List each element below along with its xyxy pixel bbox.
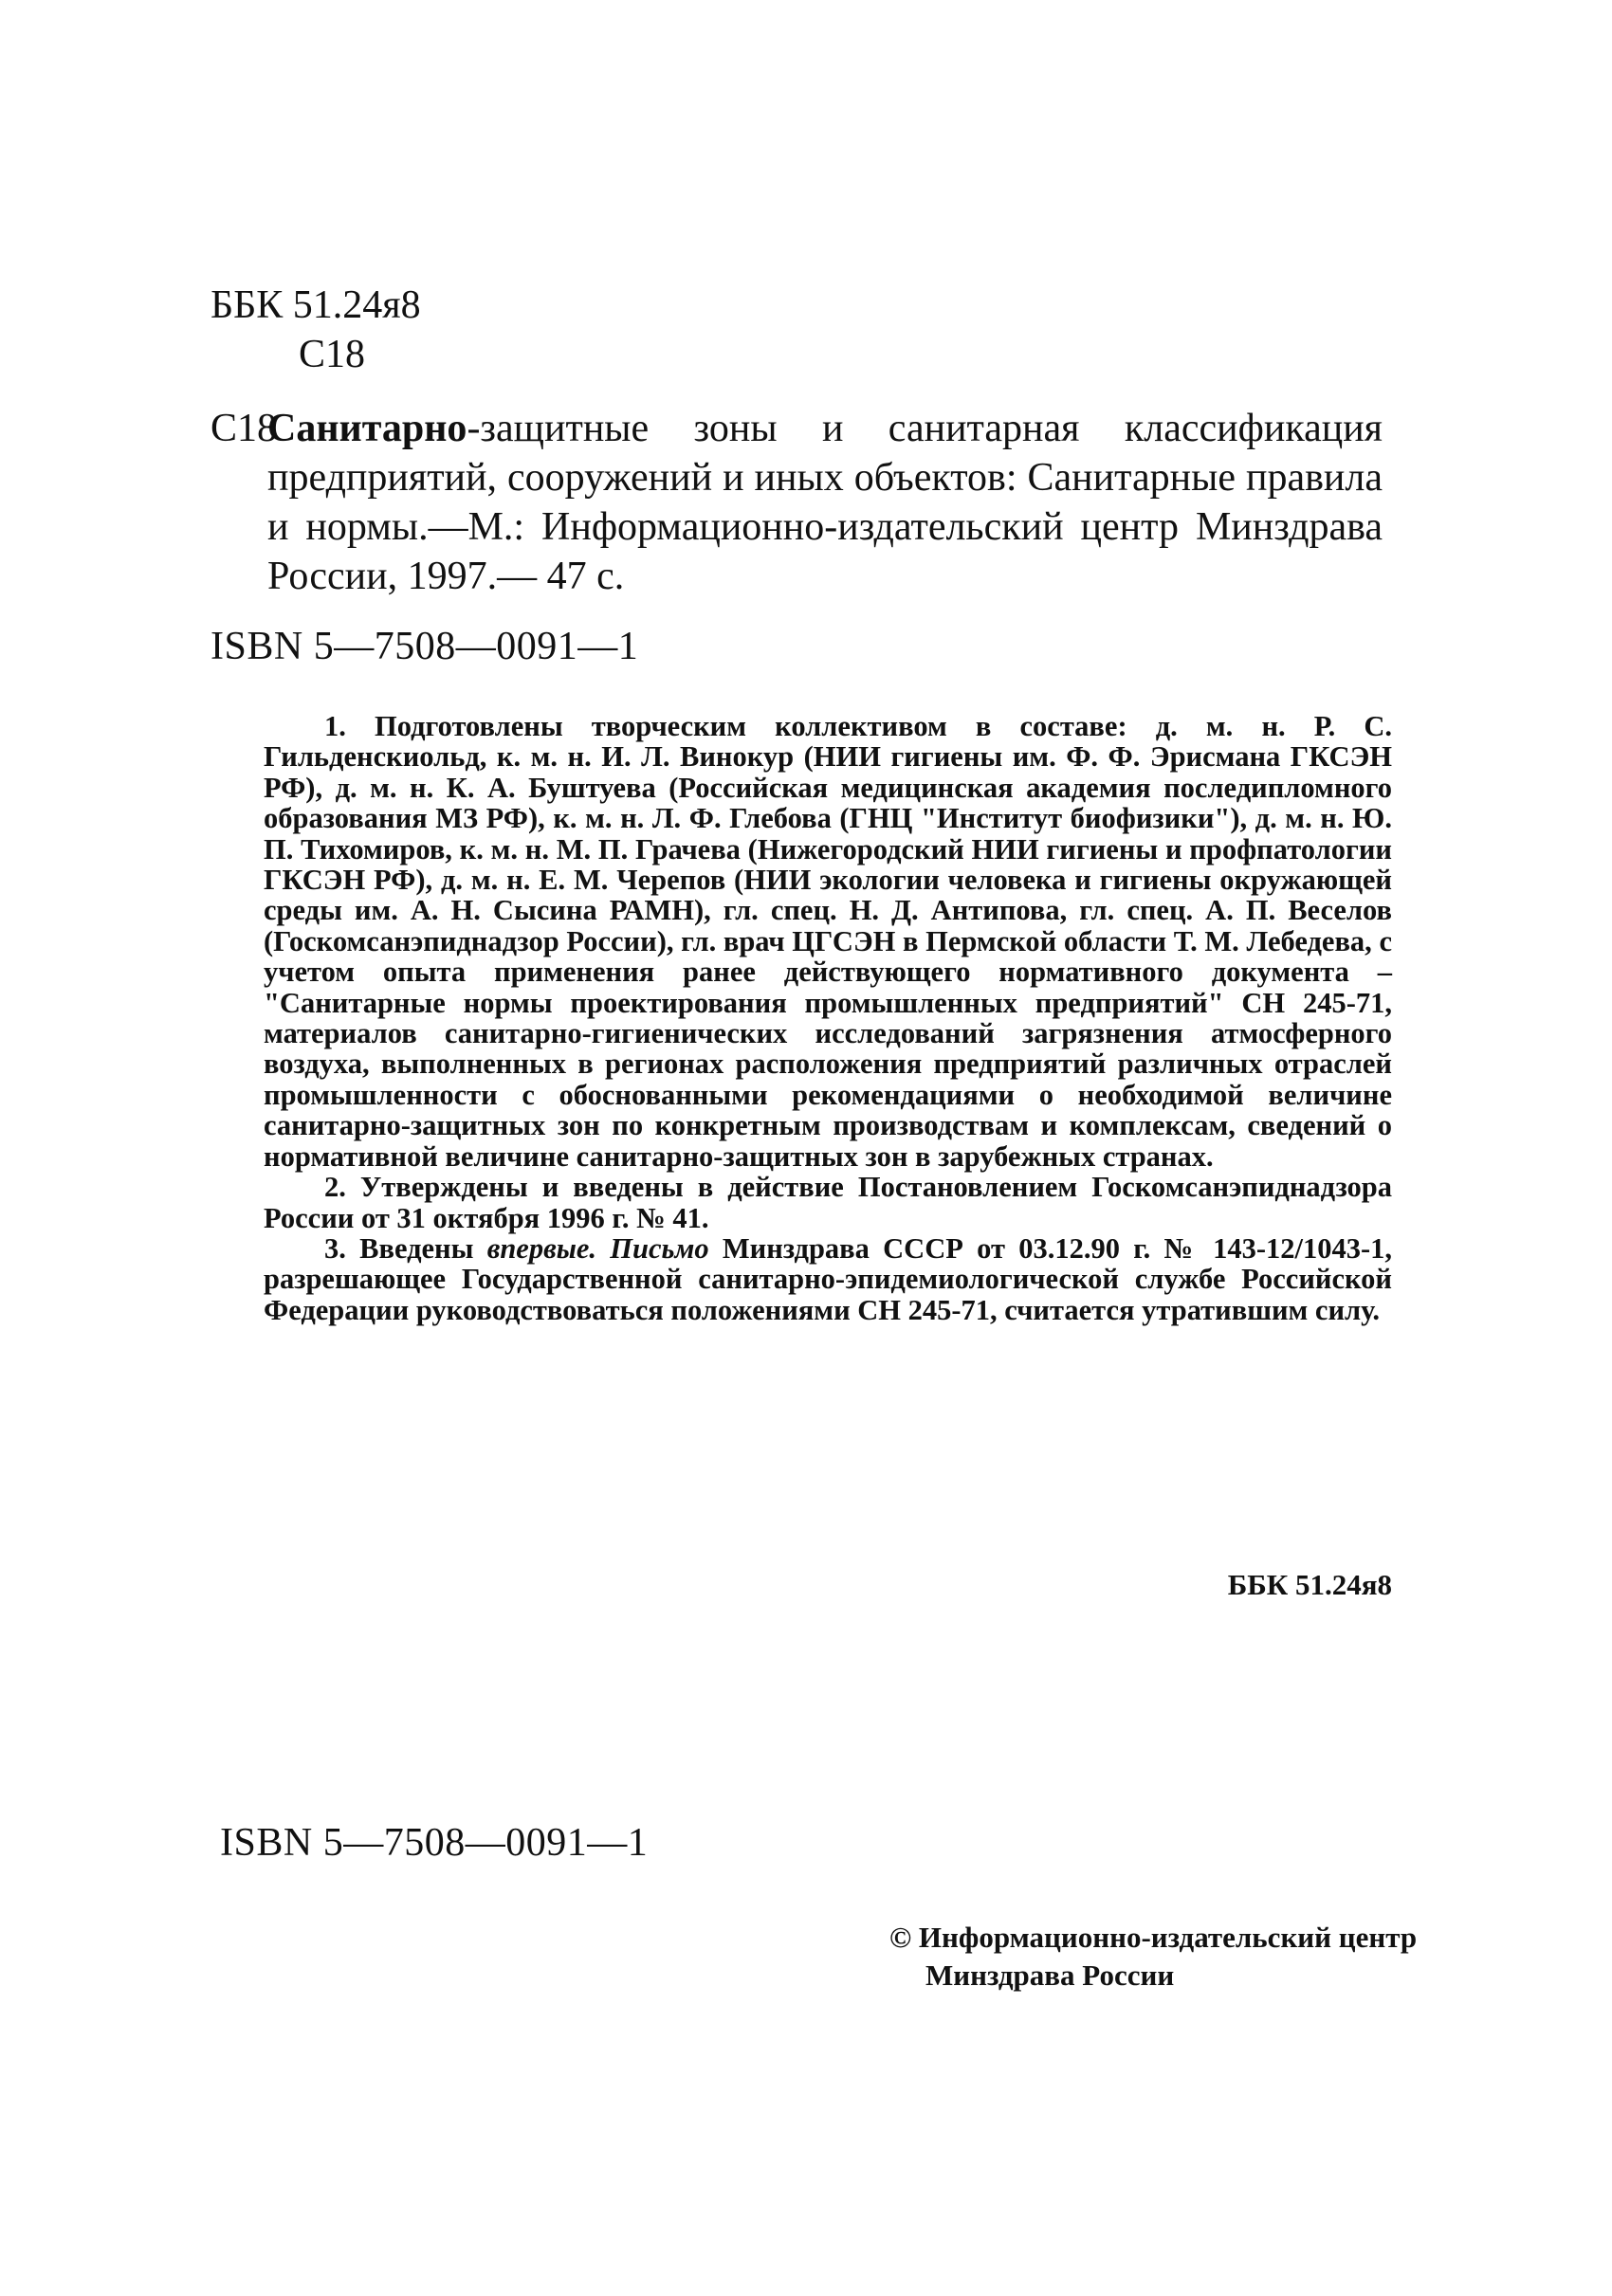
copyright-notice <box>889 1919 1417 1995</box>
note-2: 2. Утверждены и введены в действие Постановлением Госкомсанэпиднадзора России от 31 октября 1996 г. № 41. <box>264 1171 1392 1234</box>
note-1: 1. Подготовлены творческим коллективом в составе: д. м. н. Р. С. Гильденскиольд, к. м. н. И. Л. Винокур (НИИ гигиены им. Ф. Ф. Эрисмана ГКСЭН РФ), д. м. н. К. А. Буштуева (Российская медицинская академия последипломного образования МЗ РФ), к. м. н. Л. Ф. Глебова (ГНЦ "Институт биофизики"), д. м. н. Ю. П. Тихомиров, к. м. н. М. П. Грачева (Нижегородский НИИ гигиены и профпатологии ГКСЭН РФ), д. м. н. Е. М. Черепов (НИИ экологии человека и гигиены окружающей среды им. А. Н. Сысина РАМН), гл. спец. Н. Д. Антипова, гл. спец. А. П. Веселов (Госкомсанэпиднадзор России), гл. врач ЦГСЭН в Пермской области Т. М. Лебедева, с учетом опыта применения ранее действующего нормативного документа – "Санитарные нормы проектирования промышленных предприятий" СН 245-71, материалов санитарно-гигиенических исследований загрязнения атмосферного воздуха, выполненных в регионах расположения предприятий различных отраслей промышленности с обоснованными рекомендациями о необходимой величине санитарно-защитных зон по конкретным производствам и комплексам, сведений о нормативной величине санитарно-защитных зон в зарубежных странах. <box>264 710 1392 1173</box>
entry-title-bold: Санитарно <box>267 407 467 450</box>
bibliographic-entry <box>211 404 1383 601</box>
note-3-italic: впервые. Письмо <box>486 1231 709 1265</box>
note-3 <box>264 1233 1392 1325</box>
isbn-top: ISBN 5—7508—0091—1 <box>211 625 639 668</box>
notes-block <box>264 711 1392 1325</box>
note-3-prefix: 3. Введены <box>324 1231 487 1265</box>
entry-body: -защитные зоны и санитарная классификация предприятий, сооружений и иных объектов: Санитарные правила и нормы.—М.: Информационно-издательский центр Минздрава России, 1997.— 47 с. <box>267 407 1383 598</box>
entry-author-mark: С18 <box>211 407 278 450</box>
copyright-line-2: Минздрава России <box>925 1959 1175 1992</box>
copyright-line-1: © Информационно-издательский центр <box>889 1921 1418 1954</box>
bbk-code: ББК 51.24я8 <box>211 283 421 327</box>
catalog-header <box>211 281 421 379</box>
bbk-code-right: ББК 51.24я8 <box>1227 1568 1392 1601</box>
note-3-rest: Минздрава СССР от 03.12.90 г. № 143-12/1043-1, разрешающее Государственной санитарно-эпидемиологической службе Российской Федерации руководствоваться положениями СН 245-71, считается утратившим силу. <box>264 1231 1393 1326</box>
author-mark: С18 <box>299 333 366 376</box>
isbn-bottom: ISBN 5—7508—0091—1 <box>220 1821 649 1865</box>
entry-description <box>267 404 1383 601</box>
